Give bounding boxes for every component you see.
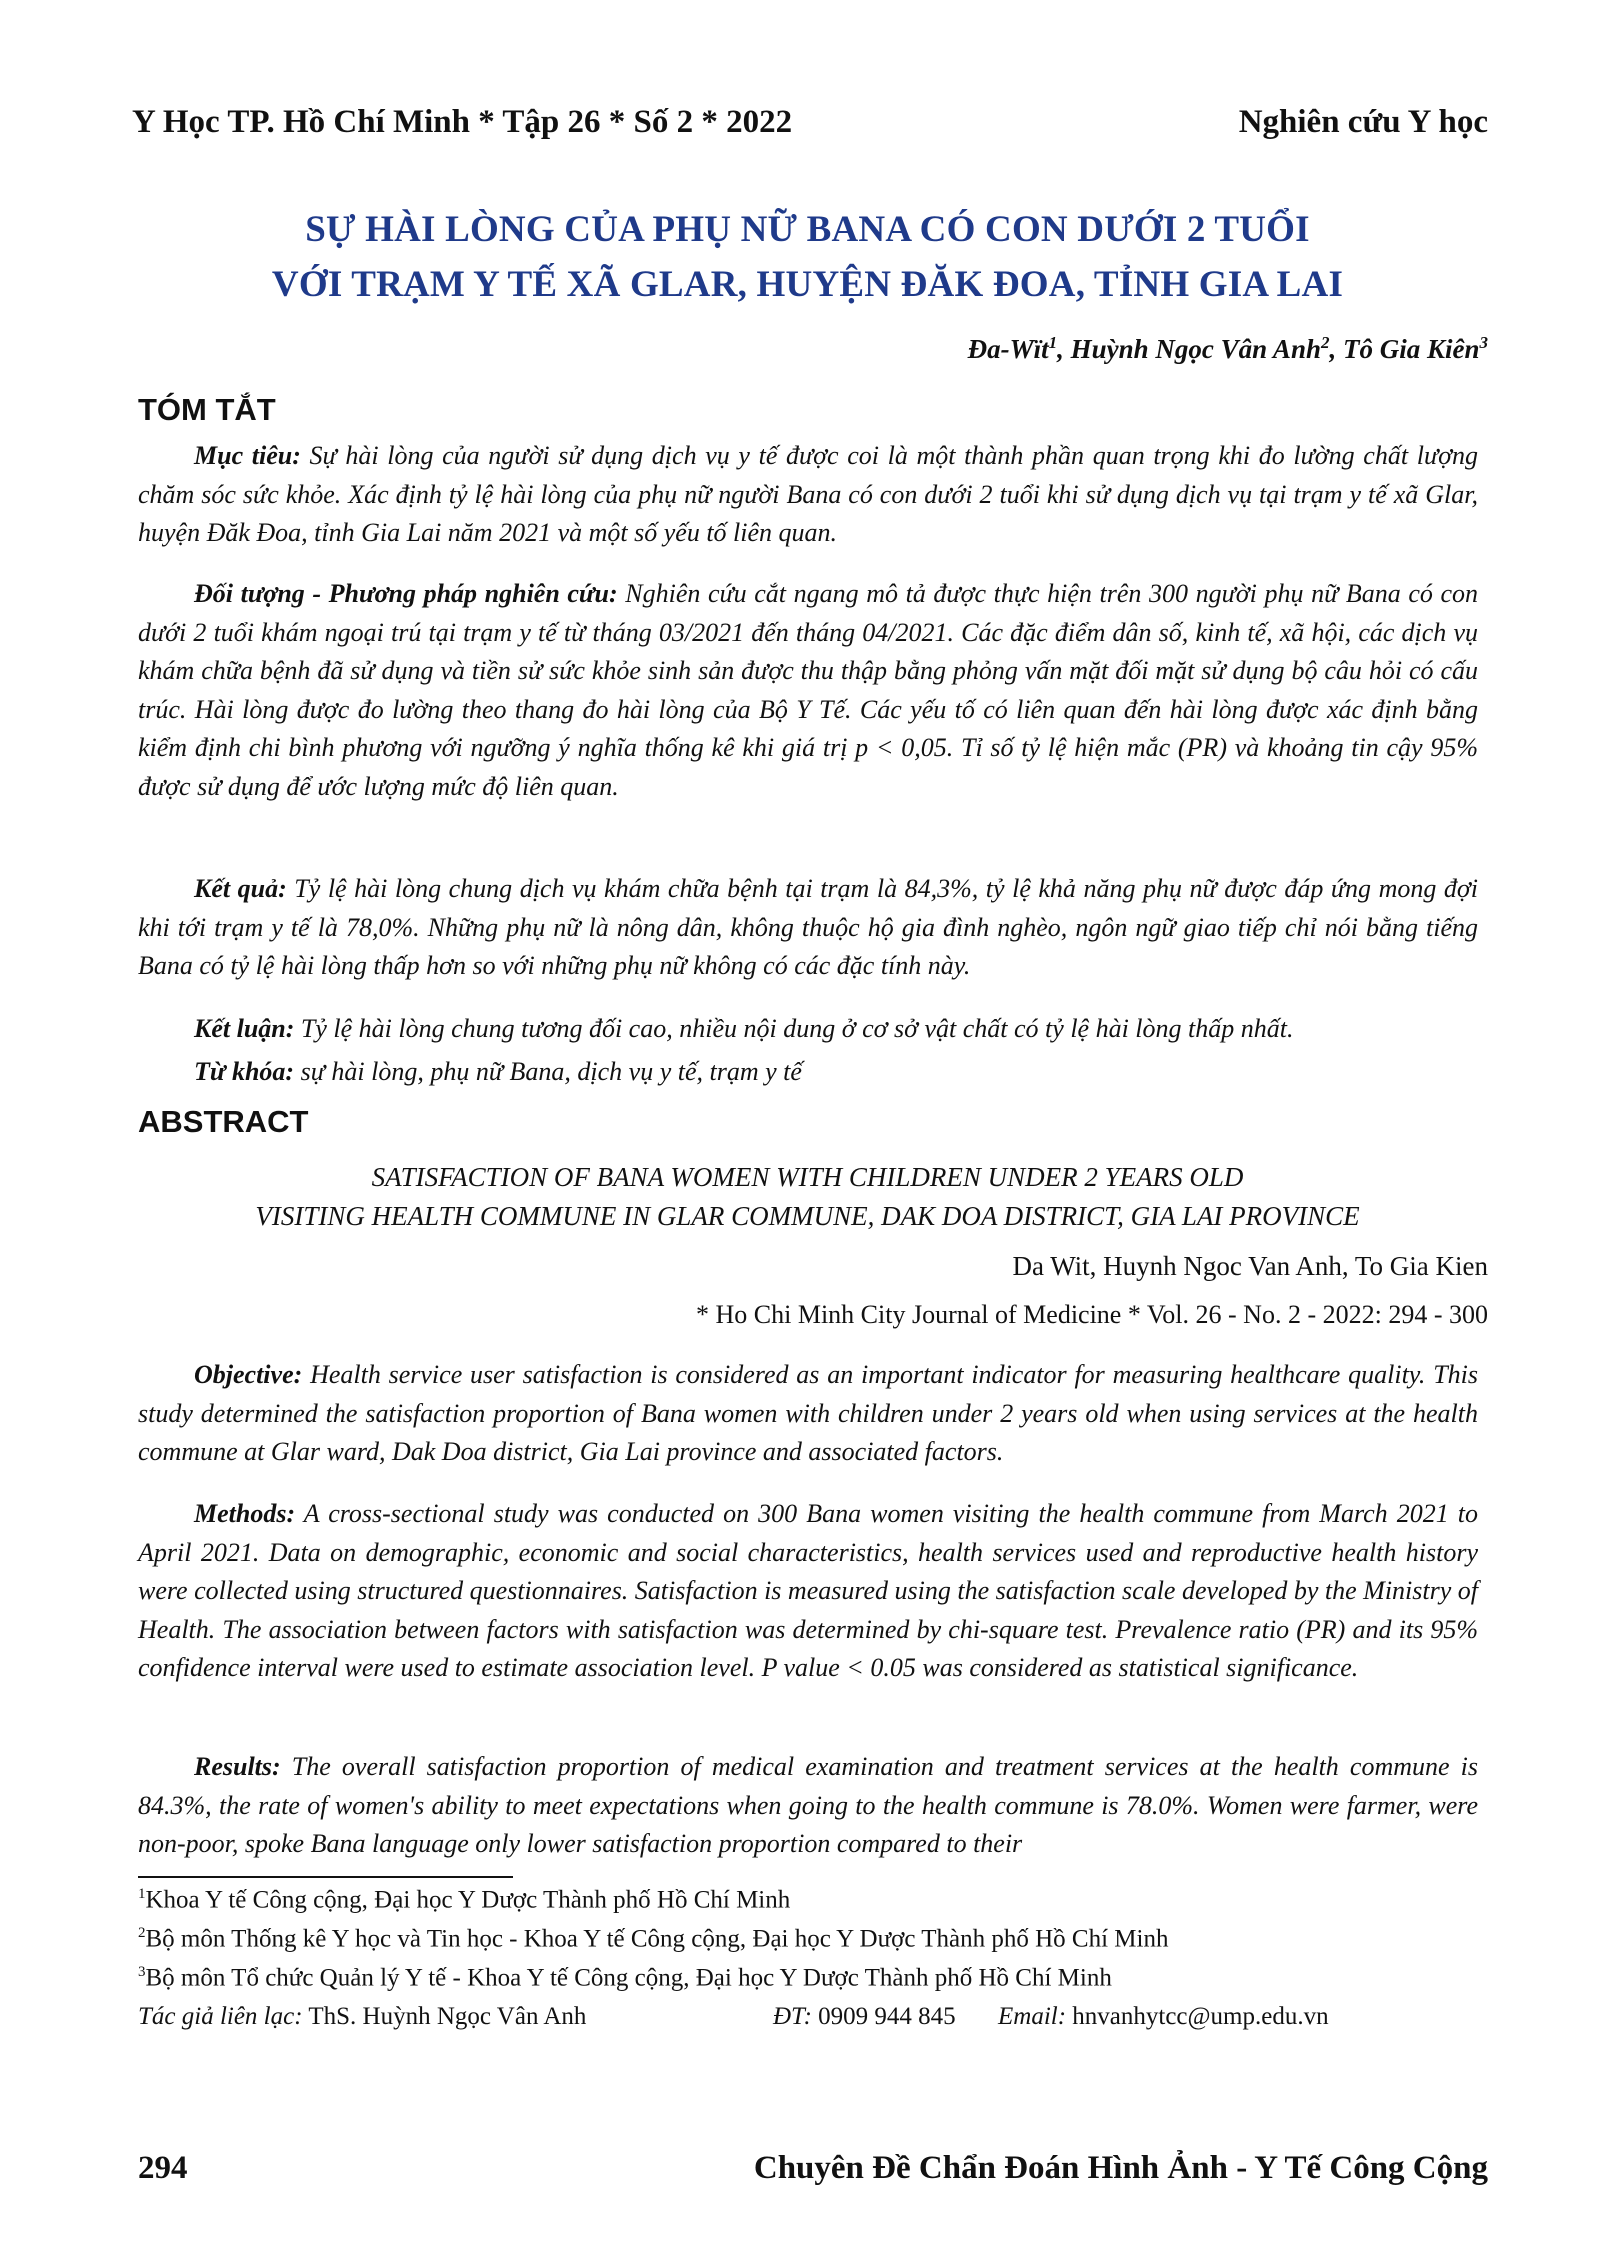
vi-keywords-label: Từ khóa: [194, 1057, 295, 1086]
footnote-text: Bộ môn Tổ chức Quản lý Y tế - Khoa Y tế Công cộng, Đại học Y Dược Thành phố Hồ Chí Minh [145, 1964, 1112, 1992]
footer-topic: Chuyên Đề Chẩn Đoán Hình Ảnh - Y Tế Công Cộng [753, 2150, 1488, 2186]
vi-results-paragraph [138, 870, 1478, 986]
author-list: Đa-Wït$^1$, Huỳnh Ngọc Vân Anh$^2$, Tô Gia Kiên$^3$ [967, 333, 1488, 364]
author-affiliation-mark: 3 [1479, 333, 1488, 352]
en-title-line-1: SATISFACTION OF BANA WOMEN WITH CHILDREN UNDER 2 YEARS OLD [371, 1162, 1244, 1192]
footnote-affiliation-1 [138, 1886, 790, 1914]
vi-results-label: Kết quả: [194, 874, 287, 903]
vi-methods-paragraph [138, 575, 1478, 806]
author-name: Huỳnh Ngọc Vân Anh [1070, 334, 1321, 364]
paper-title-line-1: SỰ HÀI LÒNG CỦA PHỤ NỮ BANA CÓ CON DƯỚI 2 TUỔI [305, 209, 1310, 250]
en-abstract-heading: ABSTRACT [138, 1104, 309, 1139]
contact-email: hnvanhytcc@ump.edu.vn [1072, 2003, 1329, 2030]
en-objective-text: Health service user satisfaction is considered as an important indicator for measuring healthcare quality. This study determined the satisfaction proportion of Bana women with children under 2 years old when using services at the health commune at Glar ward, Dak Doa district, Gia Lai province and associated factors. [138, 1360, 1478, 1466]
section-header: Nghiên cứu Y học [1238, 104, 1488, 140]
author-name: Tô Gia Kiên [1342, 334, 1480, 364]
contact-author-name: ThS. Huỳnh Ngọc Vân Anh [308, 2003, 587, 2030]
vi-conclusion-label: Kết luận: [194, 1014, 295, 1043]
vi-objective-text: Sự hài lòng của người sử dụng dịch vụ y tế được coi là một thành phần quan trọng khi đo lường chất lượng chăm sóc sức khỏe. Xác định tỷ lệ hài lòng của phụ nữ người Bana có con dưới 2 tuổi khi sử dụng dịch vụ tại trạm y tế xã Glar, huyện Đăk Đoa, tỉnh Gia Lai năm 2021 và một số yếu tố liên quan. [138, 441, 1479, 547]
vi-conclusion-paragraph [138, 1010, 1478, 1049]
author-name: Đa-Wït [967, 334, 1049, 364]
vi-keywords-paragraph [138, 1053, 1478, 1092]
journal-header: Y Học TP. Hồ Chí Minh * Tập 26 * Số 2 * 2022 [132, 104, 793, 140]
en-results-label: Results: [194, 1752, 281, 1781]
footnote-text: Bộ môn Thống kê Y học và Tin học - Khoa Y tế Công cộng, Đại học Y Dược Thành phố Hồ Chí Minh [145, 1925, 1169, 1953]
en-title [120, 1158, 1495, 1236]
en-methods-label: Methods: [194, 1499, 296, 1528]
footnote-divider [138, 1876, 513, 1878]
vi-methods-text: Nghiên cứu cắt ngang mô tả được thực hiện trên 300 người phụ nữ Bana có con dưới 2 tuổi khám ngoại trú tại trạm y tế từ tháng 03/2021 đến tháng 04/2021. Các đặc điểm dân số, kinh tế, xã hội, các dịch vụ khám chữa bệnh đã sử dụng và tiền sử sức khỏe sinh sản được thu thập bằng phỏng vấn mặt đối mặt sử dụng bộ câu hỏi có cấu trúc. Hài lòng được đo lường theo thang đo hài lòng của Bộ Y Tế. Các yếu tố có liên quan đến hài lòng được xác định bằng kiểm định chi bình phương với ngưỡng ý nghĩa thống kê khi giá trị p < 0,05. Tỉ số tỷ lệ hiện mắc (PR) và khoảng tin cậy 95% được sử dụng để ước lượng mức độ liên quan. [138, 579, 1479, 801]
paper-title [120, 202, 1495, 312]
contact-email-label: Email: [998, 2003, 1067, 2030]
author-affiliation-mark: 2 [1320, 333, 1330, 352]
en-results-paragraph [138, 1748, 1478, 1864]
en-results-text: The overall satisfaction proportion of medical examination and treatment services at the health commune is 84.3%, the rate of women's ability to meet expectations when going to the health commune is 78.0%. Women were farmer, were non-poor, spoke Bana language only lower satisfaction proportion compared to their [138, 1752, 1478, 1858]
en-methods-text: A cross-sectional study was conducted on 300 Bana women visiting the health commune from March 2021 to April 2021. Data on demographic, economic and social characteristics, health services used and reproductive health history were collected using structured questionnaires. Satisfaction is measured using the satisfaction scale developed by the Ministry of Health. The association between factors with satisfaction was determined by chi-square test. Prevalence ratio (PR) and its 95% confidence interval were used to estimate association level. P value < 0.05 was considered as statistical significance. [138, 1499, 1478, 1682]
footnote-mark: 3 [138, 1964, 146, 1980]
en-author-list: Da Wit, Huynh Ngoc Van Anh, To Gia Kien [1012, 1251, 1488, 1281]
vi-abstract-heading: TÓM TẮT [138, 392, 276, 427]
vi-methods-label: Đối tượng - Phương pháp nghiên cứu: [194, 579, 618, 608]
author-affiliation-mark: 1 [1048, 333, 1058, 352]
footnote-affiliation-3 [138, 1964, 1112, 1992]
vi-objective-paragraph [138, 437, 1478, 553]
en-methods-paragraph [138, 1495, 1478, 1688]
footnote-text: Khoa Y tế Công cộng, Đại học Y Dược Thành phố Hồ Chí Minh [145, 1886, 791, 1914]
vi-results-text: Tỷ lệ hài lòng chung dịch vụ khám chữa bệnh tại trạm là 84,3%, tỷ lệ khả năng phụ nữ được đáp ứng mong đợi khi tới trạm y tế là 78,0%. Những phụ nữ là nông dân, không thuộc hộ gia đình nghèo, ngôn ngữ giao tiếp chỉ nói bằng tiếng Bana có tỷ lệ hài lòng thấp hơn so với những phụ nữ không có các đặc tính này. [138, 874, 1478, 980]
vi-objective-label: Mục tiêu: [194, 441, 301, 470]
en-title-line-2: VISITING HEALTH COMMUNE IN GLAR COMMUNE, DAK DOA DISTRICT, GIA LAI PROVINCE [255, 1201, 1360, 1231]
vi-keywords-text: sự hài lòng, phụ nữ Bana, dịch vụ y tế, trạm y tế [300, 1057, 802, 1086]
footnote-affiliation-2 [138, 1925, 1168, 1953]
paper-title-line-2: VỚI TRẠM Y TẾ XÃ GLAR, HUYỆN ĐĂK ĐOA, TỈNH GIA LAI [271, 264, 1344, 305]
page-number: 294 [138, 2150, 188, 2186]
vi-conclusion-text: Tỷ lệ hài lòng chung tương đối cao, nhiều nội dung ở cơ sở vật chất có tỷ lệ hài lòng thấp nhất. [300, 1014, 1294, 1043]
en-objective-paragraph [138, 1356, 1478, 1472]
corresponding-author [138, 2003, 1478, 2031]
contact-phone-label: ĐT: [773, 2003, 812, 2030]
en-objective-label: Objective: [194, 1360, 303, 1389]
footnote-mark: 1 [138, 1886, 146, 1902]
footnote-mark: 2 [138, 1925, 146, 1941]
contact-author-label: Tác giả liên lạc: [138, 2003, 303, 2030]
en-journal-citation: * Ho Chi Minh City Journal of Medicine * Vol. 26 - No. 2 - 2022: 294 - 300 [695, 1300, 1488, 1329]
contact-phone: 0909 944 845 [818, 2003, 956, 2030]
